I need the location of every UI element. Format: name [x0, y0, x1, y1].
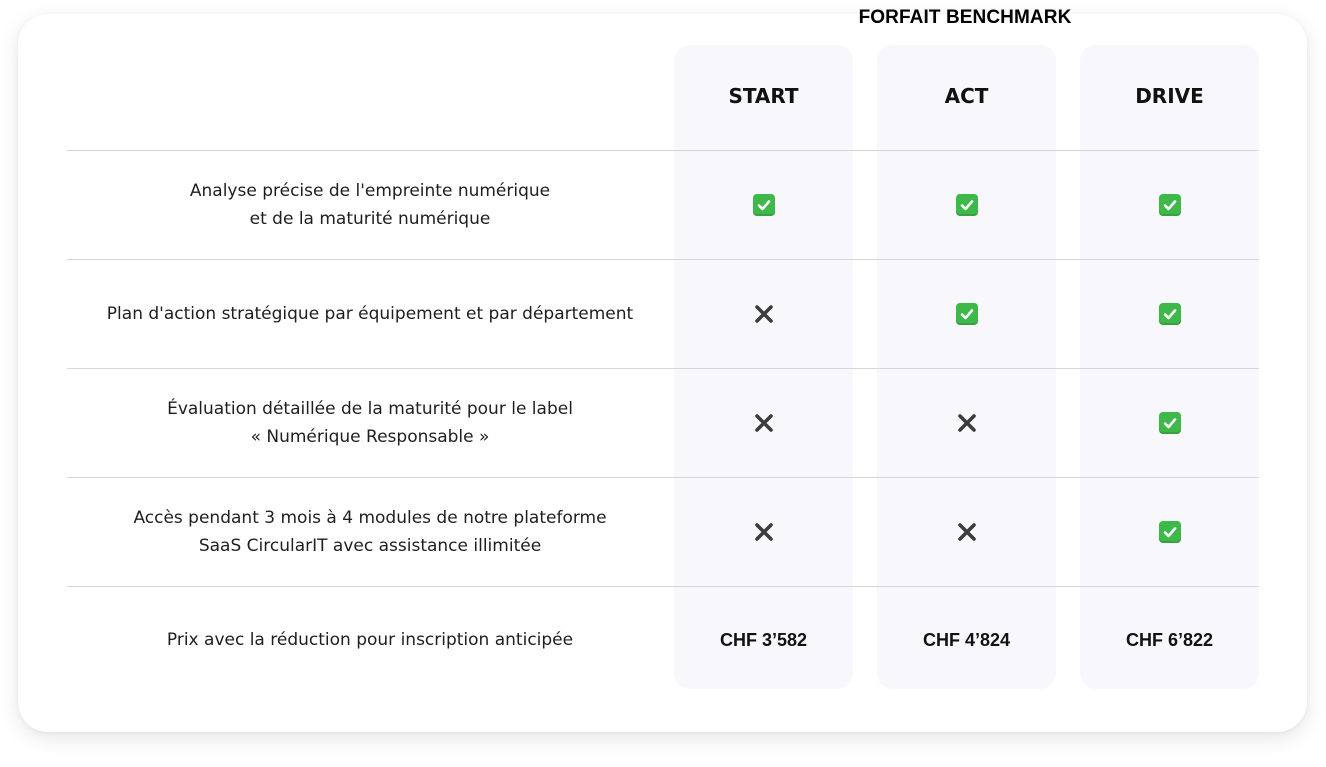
feature-cell-start — [674, 478, 853, 586]
feature-cell-act — [877, 260, 1056, 368]
feature-label-line: Accès pendant 3 mois à 4 modules de notre plateforme — [133, 508, 607, 528]
feature-cell-drive — [1080, 478, 1259, 586]
feature-cell-act — [877, 151, 1056, 259]
feature-label-line: SaaS CircularIT avec assistance illimitée — [198, 536, 542, 556]
feature-cell-act — [877, 478, 1056, 586]
feature-label — [67, 151, 673, 259]
plan-header-start: START — [728, 84, 799, 108]
cross-icon — [956, 521, 978, 543]
check-mark-icon — [1159, 521, 1181, 543]
feature-label-line: Plan d'action stratégique par équipement et par département — [106, 304, 634, 324]
feature-label-line: Évaluation détaillée de la maturité pour le label — [167, 399, 573, 419]
feature-label — [67, 369, 673, 477]
check-mark-icon — [1159, 303, 1181, 325]
package-title: FORFAIT BENCHMARK — [858, 7, 1072, 28]
check-mark-icon — [956, 194, 978, 216]
price-row-label — [67, 586, 673, 694]
feature-cell-start — [674, 369, 853, 477]
feature-cell-start — [674, 151, 853, 259]
feature-label-line: « Numérique Responsable » — [250, 427, 490, 447]
price-row-label-text: Prix avec la réduction pour inscription anticipée — [166, 630, 574, 650]
feature-label — [67, 260, 673, 368]
feature-cell-drive — [1080, 369, 1259, 477]
plan-header-drive: DRIVE — [1135, 84, 1204, 108]
price-act: CHF 4’824 — [922, 629, 1011, 650]
check-mark-icon — [956, 303, 978, 325]
cross-icon — [753, 521, 775, 543]
plan-header-act: ACT — [944, 84, 989, 108]
feature-cell-start — [674, 260, 853, 368]
feature-cell-drive — [1080, 151, 1259, 259]
cross-icon — [753, 303, 775, 325]
check-mark-icon — [1159, 194, 1181, 216]
price-start: CHF 3’582 — [719, 629, 808, 650]
feature-label-line: Analyse précise de l'empreinte numérique — [189, 181, 551, 201]
cross-icon — [956, 412, 978, 434]
feature-cell-drive — [1080, 260, 1259, 368]
cross-icon — [753, 412, 775, 434]
feature-label — [67, 478, 673, 586]
feature-cell-act — [877, 369, 1056, 477]
price-drive: CHF 6’822 — [1125, 629, 1214, 650]
check-mark-icon — [753, 194, 775, 216]
check-mark-icon — [1159, 412, 1181, 434]
feature-label-line: et de la maturité numérique — [249, 209, 491, 229]
